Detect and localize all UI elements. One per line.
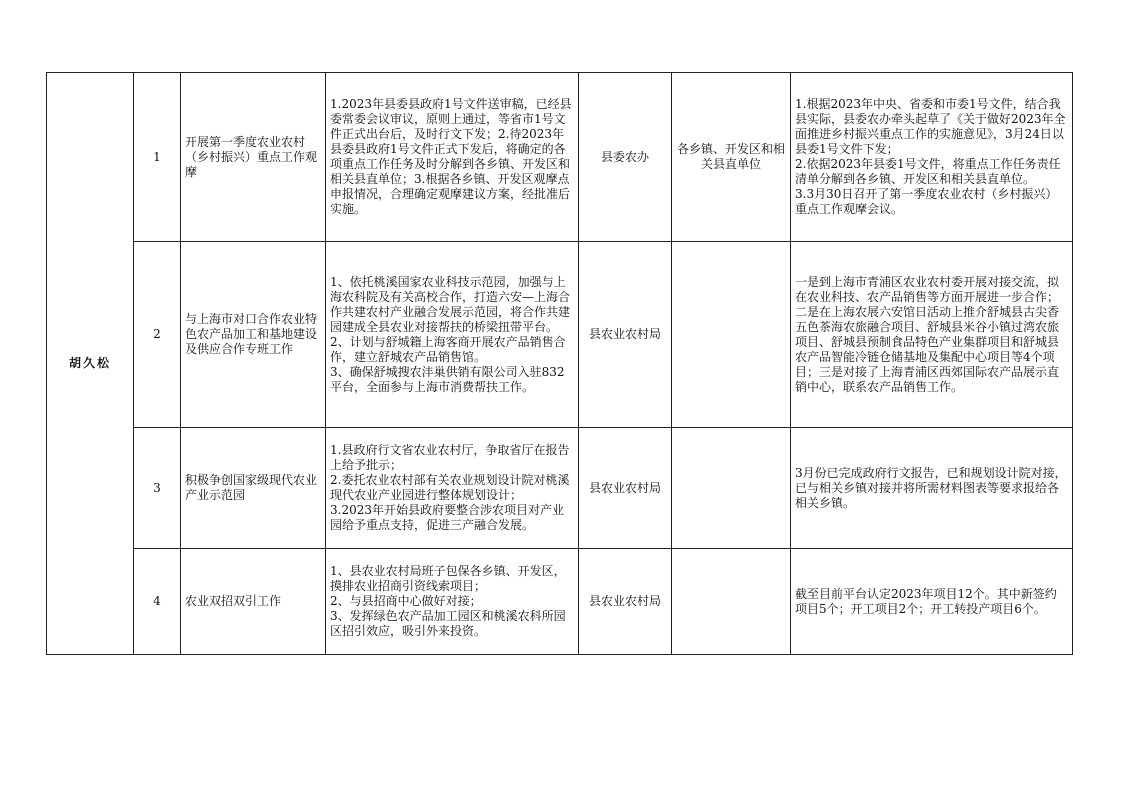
- progress-line: 1.根据2023年中央、省委和市委1号文件，结合我县实际，县委农办牵头起草了《关于做好2023年全面推进乡村振兴重点工作的实施意见》，3月24日以县委1号文件下发；: [795, 97, 1066, 156]
- lead-unit: 县农业农村局: [579, 242, 672, 428]
- task-name: 开展第一季度农业农村（乡村振兴）重点工作观摩: [181, 73, 326, 242]
- measures-cell: [326, 428, 579, 549]
- progress-line: 3月份已完成政府行文报告，已和规划设计院对接，已与相关乡镇对接并将所需材料图表等要求报给各相关乡镇。: [795, 465, 1067, 510]
- progress-cell: [791, 549, 1073, 655]
- progress-line: 一是到上海市青浦区农业农村委开展对接交流，拟在农业科技、农产品销售等方面开展进一步合作；: [795, 274, 1060, 304]
- progress-cell: [791, 242, 1073, 428]
- table-row: [47, 242, 1073, 428]
- row-number: 2: [134, 242, 181, 428]
- table-row: [47, 73, 1073, 242]
- measures-cell: [326, 549, 579, 655]
- measures-cell: [326, 73, 579, 242]
- lead-unit: 县委农办: [579, 73, 672, 242]
- measure-line: 3.2023年开始县政府要整合涉农项目对产业园给予重点支持，促进三产融合发展。: [330, 503, 564, 532]
- progress-line: 二是在上海农展六安馆日活动上推介舒城县古尖香五色茶海农旅融合项目、舒城县米谷小镇过湾农旅项目、舒城县预制食品特色产业集群项目和舒城县农产品智能冷链仓储基地及集配中心项目等4个项目；三是对接了上海青浦区西郊国际农产品展示直销中心，联系农产品销售工作。: [795, 304, 1060, 394]
- task-name: 与上海市对口合作农业特色农产品加工和基地建设及供应合作专班工作: [181, 242, 326, 428]
- row-number: 1: [134, 73, 181, 242]
- work-table: [46, 72, 1073, 655]
- progress-line: 3.3月30日召开了第一季度农业农村（乡村振兴）重点工作观摩会议。: [795, 187, 1058, 216]
- row-number: 4: [134, 549, 181, 655]
- progress-cell: [791, 73, 1073, 242]
- table-row: [47, 428, 1073, 549]
- measure-line: 3、发挥绿色农产品加工园区和桃溪农科所园区招引效应，吸引外来投资。: [330, 609, 566, 638]
- row-number: 3: [134, 428, 181, 549]
- measure-line: 3、确保舒城搜农沣巢供销有限公司入驻832平台，全面参与上海市消费帮扶工作。: [330, 364, 565, 394]
- measure-line: 1.2023年县委县政府1号文件送审稿，已经县委常委会议审议，原则上通过，等省市1号文件正式出台后，及时行文下发；2.待2023年县委县政府1号文件正式下发后，将确定的各项重点工作任务及时分解到各乡镇、开发区和相关县直单位；3.根据各乡镇、开发区观摩点申报情况，合理确定观摩建议方案，经批准后实施。: [330, 97, 572, 216]
- progress-line: 2.依据2023年县委1号文件，将重点工作任务责任清单分解到各乡镇、开发区和相关县直单位。: [795, 157, 1061, 186]
- coop-unit: 各乡镇、开发区和相关县直单位: [672, 73, 791, 242]
- coop-unit: [672, 428, 791, 549]
- task-name: 农业双招双引工作: [181, 549, 326, 655]
- measure-line: 1、县农业农村局班子包保各乡镇、开发区，摸排农业招商引资线索项目；: [330, 564, 566, 593]
- table-row: [47, 549, 1073, 655]
- measure-line: 1.县政府行文省农业农村厅，争取省厅在报告上给予批示；: [330, 443, 570, 472]
- leader-name: 胡久松: [47, 73, 134, 655]
- progress-cell: [791, 428, 1073, 549]
- coop-unit: [672, 242, 791, 428]
- lead-unit: 县农业农村局: [579, 549, 672, 655]
- progress-line: 截至目前平台认定2023年项目12个。其中新签约项目5个；开工项目2个；开工转投产项目6个。: [795, 586, 1057, 616]
- measures-cell: [326, 242, 579, 428]
- measure-line: 2、与县招商中心做好对接；: [330, 594, 482, 608]
- coop-unit: [672, 549, 791, 655]
- measure-line: 1、依托桃溪国家农业科技示范园，加强与上海农科院及有关高校合作，打造六安—上海合作共建农村产业融合发展示范园，将合作共建园建成全县农业对接帮扶的桥梁扭带平台。: [330, 274, 571, 334]
- task-name: 积极争创国家级现代农业产业示范园: [181, 428, 326, 549]
- measure-line: 2、计划与舒城籍上海客商开展农产品销售合作，建立舒城农产品销售馆。: [330, 334, 566, 364]
- lead-unit: 县农业农村局: [579, 428, 672, 549]
- measure-line: 2.委托农业农村部有关农业规划设计院对桃溪现代农业产业园进行整体规划设计；: [330, 473, 570, 502]
